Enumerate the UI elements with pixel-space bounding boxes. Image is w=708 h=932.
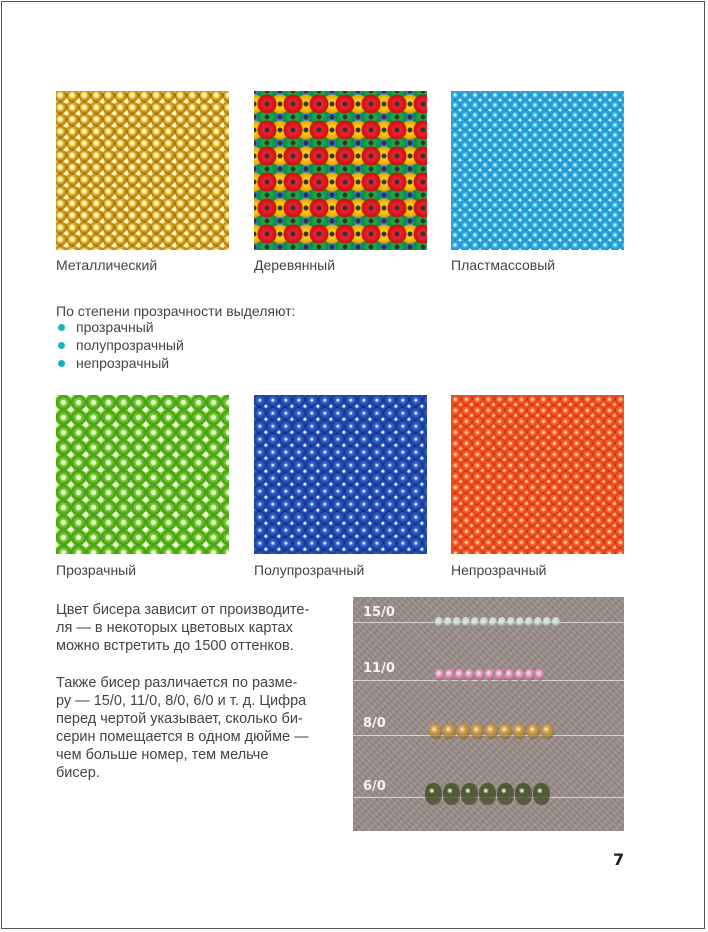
page-number: 7 [613,850,625,869]
caption-semitransparent: Полупрозрачный [254,562,365,578]
bead-row-8 [429,724,555,739]
bead [445,669,454,681]
bead [527,724,540,739]
bead-row-6 [425,783,551,805]
bead [497,783,514,805]
list-item-label: полупрозрачный [76,337,184,353]
bead [435,669,444,681]
bead [485,669,494,681]
bead-row-11 [435,669,545,681]
bead [533,783,550,805]
bead [552,617,560,627]
list-item [56,318,184,336]
bead [425,783,442,805]
transparency-list [56,318,184,372]
bead [507,617,515,627]
list-item [56,354,184,372]
bead [480,617,488,627]
bullet-icon [58,342,65,349]
metallic-beads-photo [56,91,229,250]
opaque-beads-photo [451,395,624,554]
list-item [56,336,184,354]
caption-plastic: Пластмассовый [451,257,556,273]
bead [429,724,442,739]
wooden-beads-photo [254,91,427,250]
bead [471,724,484,739]
paragraph-color: Цвет бисера зависит от производите- ля — в некоторых цветовых картах можно встретить до 1500 оттенков. [56,602,310,654]
caption-metallic: Металлический [56,257,158,273]
bead [541,724,554,739]
bead [516,617,524,627]
bead [435,617,443,627]
size-label-11: 11/0 [363,661,395,676]
list-item-label: непрозрачный [76,355,170,371]
semitransparent-beads-photo [254,395,427,554]
bead [535,669,544,681]
bead [499,724,512,739]
size-label-6: 6/0 [363,779,386,794]
bead [515,669,524,681]
bead [525,617,533,627]
caption-opaque: Непрозрачный [451,562,547,578]
bead [505,669,514,681]
bead [525,669,534,681]
size-label-8: 8/0 [363,716,386,731]
bead [479,783,496,805]
bead [513,724,526,739]
caption-transparent: Прозрачный [56,562,137,578]
caption-wooden: Деревянный [254,257,336,273]
bead [461,783,478,805]
bullet-icon [58,324,65,331]
bullet-icon [58,360,65,367]
plastic-beads-photo [451,91,624,250]
bead [495,669,504,681]
bead [515,783,532,805]
bead [498,617,506,627]
bead [543,617,551,627]
transparency-intro: По степени прозрачности выделяют: [56,303,296,319]
bead [475,669,484,681]
bead-row-15 [435,617,561,627]
size-label-15: 15/0 [363,605,395,620]
bead [443,783,460,805]
bead [465,669,474,681]
bead [485,724,498,739]
bead [471,617,479,627]
bead [489,617,497,627]
list-item-label: прозрачный [76,319,154,335]
paragraph-size: Также бисер различается по разме- ру — 15/0, 11/0, 8/0, 6/0 и т. д. Цифра перед чертой указывает, сколько би- серин помещается в одном дюйме — чем больше номер, тем мельче бисер. [56,675,309,781]
transparent-beads-photo [56,395,229,554]
bead [455,669,464,681]
bead [462,617,470,627]
bead [443,724,456,739]
bead [444,617,452,627]
bead [457,724,470,739]
bead [534,617,542,627]
bead [453,617,461,627]
bead-sizes-photo [353,597,624,831]
